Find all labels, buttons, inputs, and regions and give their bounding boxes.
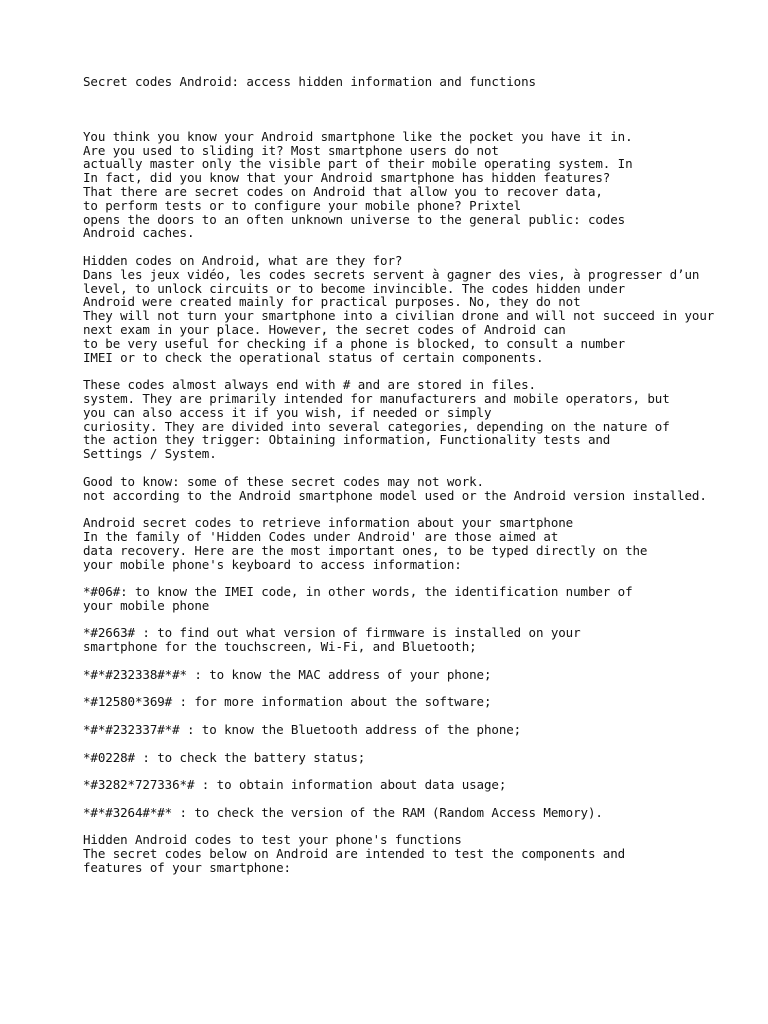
text-line: Dans les jeux vidéo, les codes secrets servent à gagner des vies, à progresser d’un xyxy=(83,266,700,282)
paragraph xyxy=(83,695,768,709)
text-line: Android secret codes to retrieve information about your smartphone xyxy=(83,515,574,531)
text-line: level, to unlock circuits or to become invincible. The codes hidden under xyxy=(83,280,626,296)
text-line: opens the doors to an often unknown universe to the general public: codes xyxy=(83,211,626,227)
text-line: *#3282*727336*# : to obtain information about data usage; xyxy=(83,777,507,793)
text-line: Hidden Android codes to test your phone's functions xyxy=(83,832,462,848)
text-line: to be very useful for checking if a phone is blocked, to consult a number xyxy=(83,335,626,351)
paragraph xyxy=(83,751,768,765)
text-line: your mobile phone's keyboard to access information: xyxy=(83,556,462,572)
paragraph xyxy=(83,833,768,874)
paragraph xyxy=(83,806,768,820)
paragraph xyxy=(83,585,768,613)
text-line: Are you used to sliding it? Most smartphone users do not xyxy=(83,142,499,158)
text-line: not according to the Android smartphone model used or the Android version installed. xyxy=(83,487,707,503)
text-line: you can also access it if you wish, if needed or simply xyxy=(83,404,492,420)
paragraph xyxy=(83,516,768,571)
text-line: In fact, did you know that your Android smartphone has hidden features? xyxy=(83,170,611,186)
text-line: curiosity. They are divided into several categories, depending on the nature of xyxy=(83,418,670,434)
text-line: Good to know: some of these secret codes may not work. xyxy=(83,473,484,489)
paragraph xyxy=(83,130,768,240)
document-page xyxy=(83,75,768,889)
text-line: *#*#3264#*#* : to check the version of the RAM (Random Access Memory). xyxy=(83,804,603,820)
text-line: The secret codes below on Android are intended to test the components and xyxy=(83,846,626,862)
text-line: features of your smartphone: xyxy=(83,860,291,876)
text-line: Android caches. xyxy=(83,225,195,241)
text-line: You think you know your Android smartphone like the pocket you have it in. xyxy=(83,128,633,144)
text-line: *#*#232337#*# : to know the Bluetooth address of the phone; xyxy=(83,722,522,738)
paragraph xyxy=(83,778,768,792)
paragraph xyxy=(83,475,768,503)
text-line: your mobile phone xyxy=(83,597,210,613)
text-line: *#*#232338#*#* : to know the MAC address of your phone; xyxy=(83,666,492,682)
text-line: system. They are primarily intended for manufacturers and mobile operators, but xyxy=(83,390,670,406)
paragraph xyxy=(83,626,768,654)
text-line: to perform tests or to configure your mobile phone? Prixtel xyxy=(83,197,522,213)
text-line: IMEI or to check the operational status of certain components. xyxy=(83,349,544,365)
text-line: These codes almost always end with # and are stored in files. xyxy=(83,377,536,393)
text-line: Settings / System. xyxy=(83,446,217,462)
text-line: next exam in your place. However, the secret codes of Android can xyxy=(83,321,566,337)
paragraph xyxy=(83,668,768,682)
text-line: In the family of 'Hidden Codes under Android' are those aimed at xyxy=(83,528,559,544)
document-title: Secret codes Android: access hidden information and functions xyxy=(83,74,536,89)
text-line: *#2663# : to find out what version of firmware is installed on your xyxy=(83,625,581,641)
text-line: *#12580*369# : for more information about the software; xyxy=(83,694,492,710)
text-line: *#0228# : to check the battery status; xyxy=(83,749,366,765)
text-line: actually master only the visible part of their mobile operating system. In xyxy=(83,156,633,172)
paragraph xyxy=(83,723,768,737)
document-body xyxy=(83,130,768,875)
text-line: smartphone for the touchscreen, Wi-Fi, and Bluetooth; xyxy=(83,639,477,655)
text-line: They will not turn your smartphone into a civilian drone and will not succeed in your xyxy=(83,308,715,324)
text-line: data recovery. Here are the most important ones, to be typed directly on the xyxy=(83,542,648,558)
text-line: That there are secret codes on Android that allow you to recover data, xyxy=(83,183,603,199)
text-line: Hidden codes on Android, what are they for? xyxy=(83,252,403,268)
paragraph xyxy=(83,378,768,461)
text-line: the action they trigger: Obtaining information, Functionality tests and xyxy=(83,432,611,448)
text-line: *#06#: to know the IMEI code, in other words, the identification number of xyxy=(83,584,633,600)
paragraph xyxy=(83,254,768,364)
text-line: Android were created mainly for practical purposes. No, they do not xyxy=(83,294,581,310)
